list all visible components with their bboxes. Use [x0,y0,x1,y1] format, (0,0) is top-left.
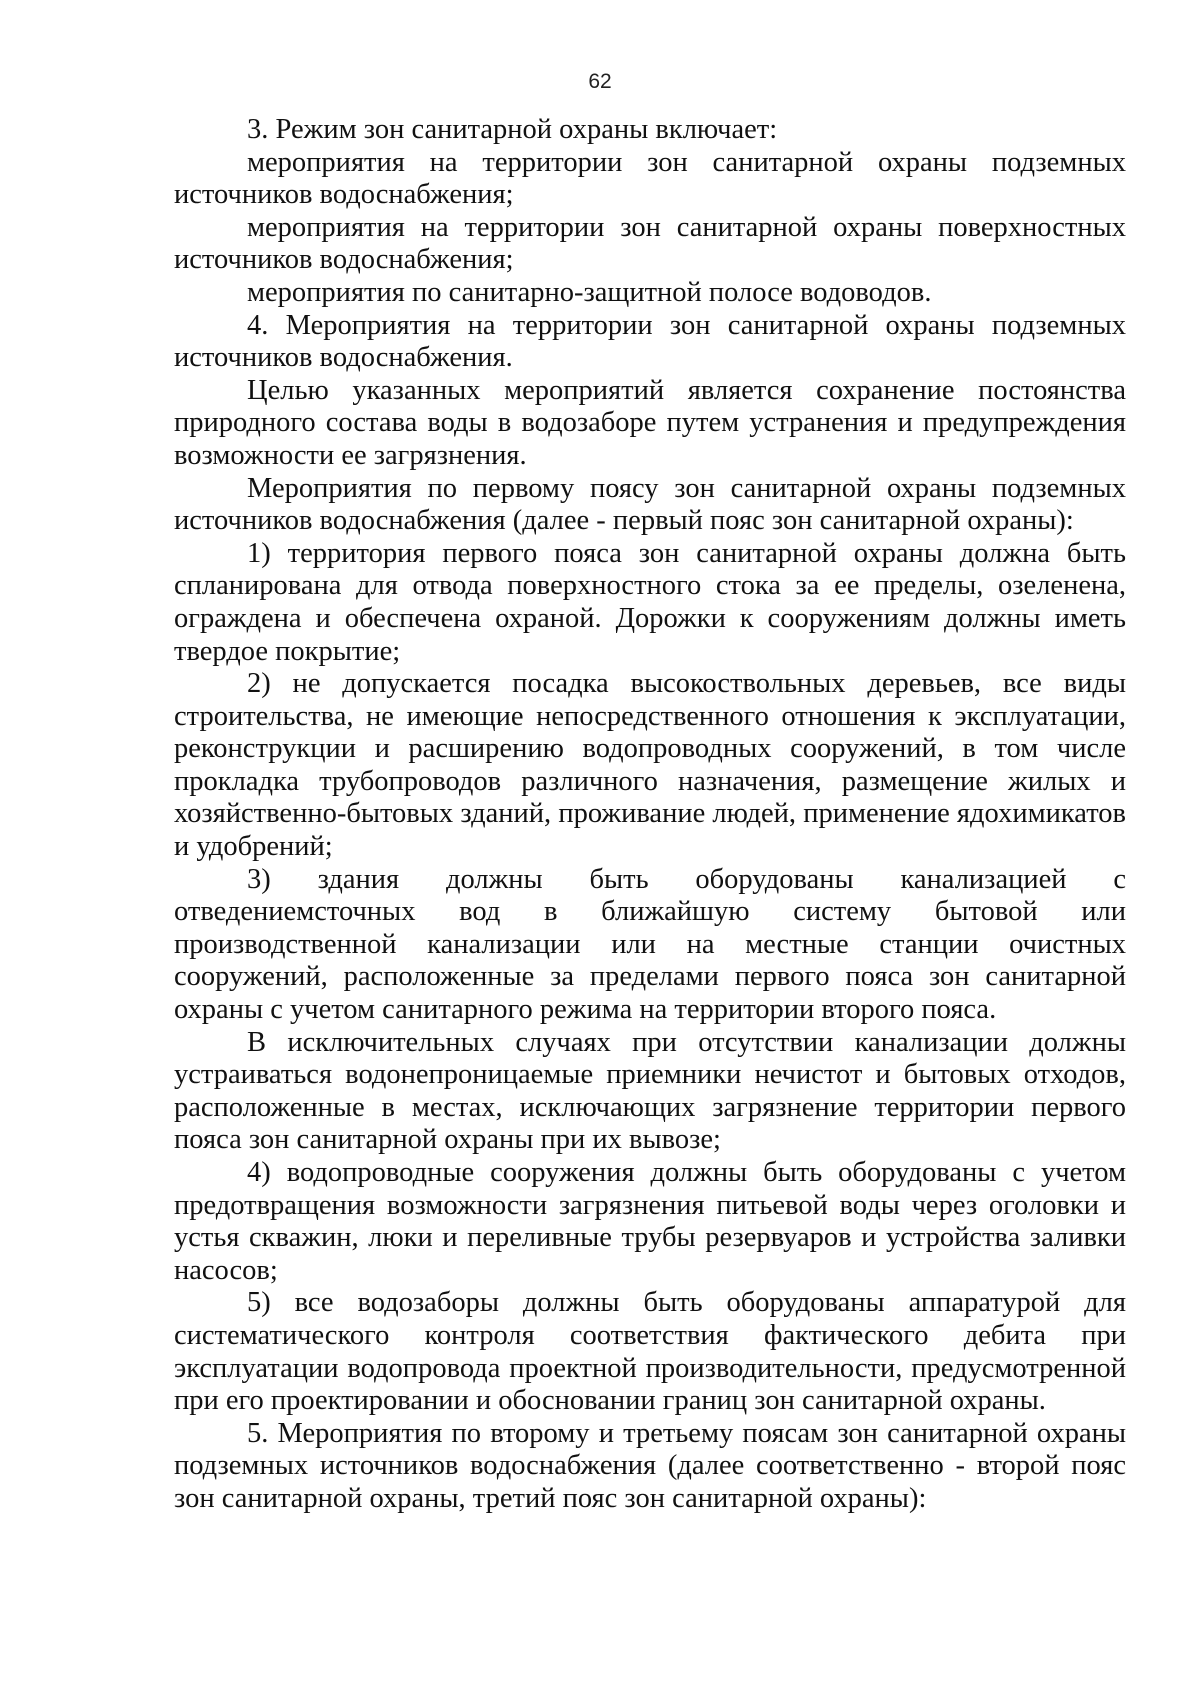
paragraph-item-3-heading: 3. Режим зон санитарной охраны включает: [247,114,778,145]
paragraph-first-belt-item-5: 5) все водозаборы должны быть оборудованы аппаратурой для систематического контроля соответствия фактического дебита при эксплуатации водопровода проектной производительности, предусмотренной при его проектировании и обосновании границ зон санитарной охраны. [174,1287,1126,1417]
paragraph-first-belt-item-1: 1) территория первого пояса зон санитарной охраны должна быть спланирована для отвода поверхностного стока за ее пределы, озеленена, ограждена и обеспечена охраной. Дорожки к сооружениям должны иметь твердое покрытие; [174,537,1126,667]
page-number: 62 [588,70,612,93]
paragraph-first-belt-intro: Мероприятия по первому поясу зон санитарной охраны подземных источников водоснабжения (далее - первый пояс зон санитарной охраны): [174,472,1126,537]
paragraph-measures-underground: мероприятия на территории зон санитарной охраны подземных источников водоснабжения; [174,146,1126,211]
paragraph-item-5-heading: 5. Мероприятия по второму и третьему поясам зон санитарной охраны подземных источников водоснабжения (далее соответственно - второй пояс зон санитарной охраны, третий пояс зон санитарной охраны): [174,1417,1126,1514]
paragraph-measures-pipeline-strip: мероприятия по санитарно-защитной полосе водоводов. [247,276,932,308]
paragraph-item-4-heading: 4. Мероприятия на территории зон санитарной охраны подземных источников водоснабжения. [174,309,1126,374]
paragraph-first-belt-item-2: 2) не допускается посадка высокоствольных деревьев, все виды строительства, не имеющие непосредственного отношения к эксплуатации, реконструкции и расширению водопроводных сооружений, в том числе прокладка трубопроводов различного назначения, размещение жилых и хозяйственно-бытовых зданий, проживание людей, применение ядохимикатов и удобрений; [174,668,1126,863]
paragraph-measures-surface: мероприятия на территории зон санитарной охраны поверхностных источников водоснабжения; [174,211,1126,276]
paragraph-first-belt-item-3: 3) здания должны быть оборудованы канализацией с отведениемсточных вод в ближайшую систему бытовой или производственной канализации или на местные станции очистных сооружений, расположенные за пределами первого пояса зон санитарной охраны с учетом санитарного режима на территории второго пояса. [174,863,1126,1026]
paragraph-purpose: Целью указанных мероприятий является сохранение постоянства природного состава воды в водозаборе путем устранения и предупреждения возможности ее загрязнения. [174,374,1126,471]
paragraph-exceptional-cases: В исключительных случаях при отсутствии канализации должны устраиваться водонепроницаемые приемники нечистот и бытовых отходов, расположенные в местах, исключающих загрязнение территории первого пояса зон санитарной охраны при их вывозе; [174,1026,1126,1156]
document-body [174,114,1126,1516]
paragraph-first-belt-item-4: 4) водопроводные сооружения должны быть оборудованы с учетом предотвращения возможности загрязнения питьевой воды через оголовки и устья скважин, люки и переливные трубы резервуаров и устройства заливки насосов; [174,1157,1126,1286]
